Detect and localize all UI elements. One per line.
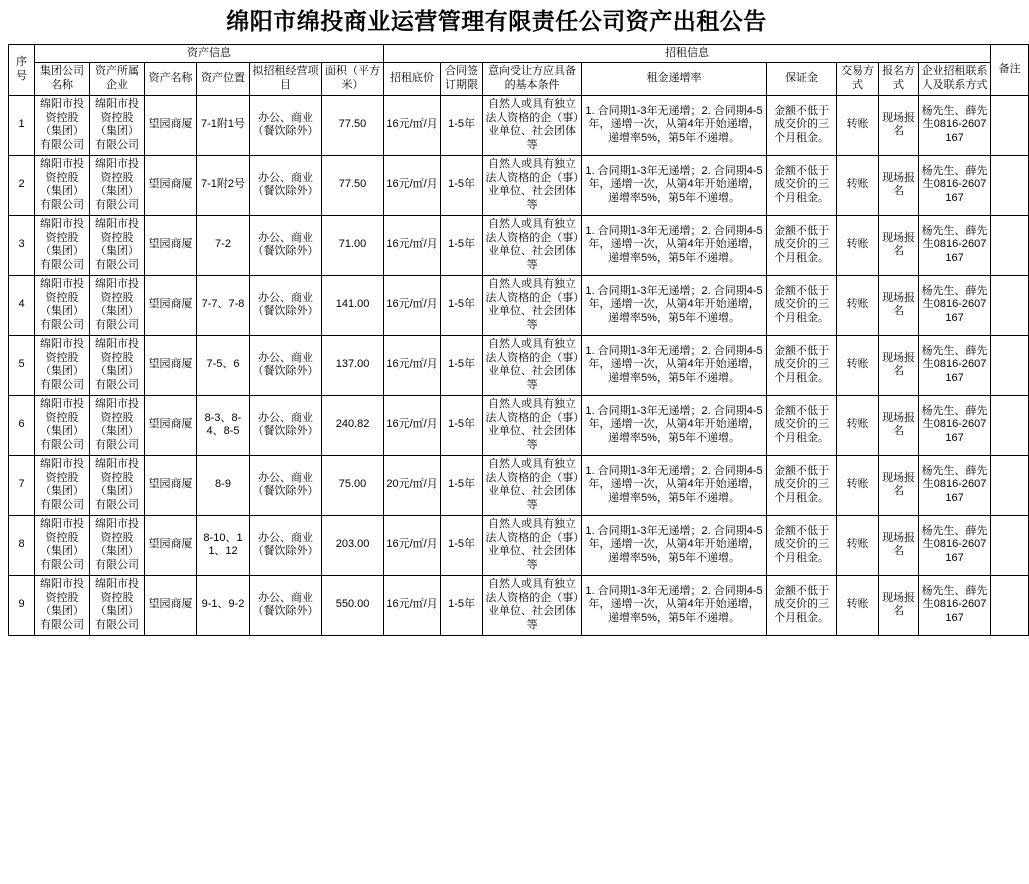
cell-remark <box>991 515 1029 575</box>
cell-deposit: 金额不低于成交价的三个月租金。 <box>767 275 837 335</box>
asset-lease-table <box>8 44 1029 636</box>
cell-asset-location: 8-10、11、12 <box>197 515 250 575</box>
column-price: 招租底价 <box>384 63 441 96</box>
cell-group-company: 绵阳市投资控股（集团）有限公司 <box>35 155 90 215</box>
column-trade-method: 交易方式 <box>837 63 879 96</box>
cell-contact: 杨先生、薛先生0816-2607167 <box>919 215 991 275</box>
cell-price: 16元/㎡/月 <box>384 155 441 215</box>
cell-trade-method: 转账 <box>837 95 879 155</box>
cell-increase-rate: 1. 合同期1-3年无递增；2. 合同期4-5年，递增一次，从第4年开始递增，递增率5%，第5年不递增。 <box>582 395 767 455</box>
cell-remark <box>991 155 1029 215</box>
cell-business-item: 办公、商业（餐饮除外） <box>250 95 322 155</box>
cell-asset-name: 望园商厦 <box>145 575 197 635</box>
cell-contract-term: 1-5年 <box>441 515 483 575</box>
cell-contract-term: 1-5年 <box>441 575 483 635</box>
cell-owner-company: 绵阳市投资控股（集团）有限公司 <box>90 95 145 155</box>
header-rent-info: 招租信息 <box>384 44 991 63</box>
cell-area: 240.82 <box>322 395 384 455</box>
cell-conditions: 自然人或具有独立法人资格的企（事）业单位、社会团体等 <box>483 515 582 575</box>
cell-price: 16元/㎡/月 <box>384 395 441 455</box>
cell-trade-method: 转账 <box>837 455 879 515</box>
cell-increase-rate: 1. 合同期1-3年无递增；2. 合同期4-5年，递增一次，从第4年开始递增，递增率5%，第5年不递增。 <box>582 275 767 335</box>
cell-increase-rate: 1. 合同期1-3年无递增；2. 合同期4-5年，递增一次，从第4年开始递增，递增率5%，第5年不递增。 <box>582 575 767 635</box>
cell-deposit: 金额不低于成交价的三个月租金。 <box>767 155 837 215</box>
cell-trade-method: 转账 <box>837 395 879 455</box>
cell-price: 16元/㎡/月 <box>384 575 441 635</box>
cell-price: 20元/㎡/月 <box>384 455 441 515</box>
cell-area: 203.00 <box>322 515 384 575</box>
table-column-header-row <box>9 63 1029 96</box>
table-group-header-row <box>9 44 1029 63</box>
cell-trade-method: 转账 <box>837 155 879 215</box>
cell-business-item: 办公、商业（餐饮除外） <box>250 455 322 515</box>
cell-asset-location: 7-2 <box>197 215 250 275</box>
cell-group-company: 绵阳市投资控股（集团）有限公司 <box>35 455 90 515</box>
cell-trade-method: 转账 <box>837 575 879 635</box>
cell-deposit: 金额不低于成交价的三个月租金。 <box>767 575 837 635</box>
cell-signup-method: 现场报名 <box>879 95 919 155</box>
column-contact: 企业招租联系人及联系方式 <box>919 63 991 96</box>
cell-contract-term: 1-5年 <box>441 215 483 275</box>
column-increase-rate: 租金递增率 <box>582 63 767 96</box>
cell-contract-term: 1-5年 <box>441 275 483 335</box>
cell-deposit: 金额不低于成交价的三个月租金。 <box>767 215 837 275</box>
cell-asset-location: 8-9 <box>197 455 250 515</box>
cell-signup-method: 现场报名 <box>879 455 919 515</box>
cell-seq: 3 <box>9 215 35 275</box>
table-row <box>9 155 1029 215</box>
cell-asset-location: 7-1附1号 <box>197 95 250 155</box>
cell-price: 16元/㎡/月 <box>384 95 441 155</box>
cell-group-company: 绵阳市投资控股（集团）有限公司 <box>35 215 90 275</box>
cell-signup-method: 现场报名 <box>879 215 919 275</box>
cell-business-item: 办公、商业（餐饮除外） <box>250 335 322 395</box>
cell-asset-name: 望园商厦 <box>145 95 197 155</box>
cell-group-company: 绵阳市投资控股（集团）有限公司 <box>35 515 90 575</box>
cell-seq: 4 <box>9 275 35 335</box>
column-area: 面积（平方米） <box>322 63 384 96</box>
column-owner-company: 资产所属企业 <box>90 63 145 96</box>
cell-increase-rate: 1. 合同期1-3年无递增；2. 合同期4-5年，递增一次，从第4年开始递增，递增率5%，第5年不递增。 <box>582 155 767 215</box>
cell-trade-method: 转账 <box>837 335 879 395</box>
cell-contact: 杨先生、薛先生0816-2607167 <box>919 455 991 515</box>
page-title: 绵阳市绵投商业运营管理有限责任公司资产出租公告 <box>226 9 767 34</box>
column-conditions: 意向受让方应具备的基本条件 <box>483 63 582 96</box>
cell-seq: 9 <box>9 575 35 635</box>
cell-remark <box>991 575 1029 635</box>
table-row <box>9 335 1029 395</box>
cell-price: 16元/㎡/月 <box>384 515 441 575</box>
cell-trade-method: 转账 <box>837 215 879 275</box>
cell-increase-rate: 1. 合同期1-3年无递增；2. 合同期4-5年，递增一次，从第4年开始递增，递增率5%，第5年不递增。 <box>582 335 767 395</box>
cell-deposit: 金额不低于成交价的三个月租金。 <box>767 95 837 155</box>
header-remark: 备注 <box>991 44 1029 95</box>
cell-signup-method: 现场报名 <box>879 575 919 635</box>
cell-seq: 8 <box>9 515 35 575</box>
cell-group-company: 绵阳市投资控股（集团）有限公司 <box>35 575 90 635</box>
cell-area: 75.00 <box>322 455 384 515</box>
cell-asset-location: 7-7、7-8 <box>197 275 250 335</box>
cell-remark <box>991 335 1029 395</box>
cell-seq: 1 <box>9 95 35 155</box>
table-row <box>9 395 1029 455</box>
cell-signup-method: 现场报名 <box>879 275 919 335</box>
cell-increase-rate: 1. 合同期1-3年无递增；2. 合同期4-5年，递增一次，从第4年开始递增，递增率5%，第5年不递增。 <box>582 95 767 155</box>
column-business-item: 拟招租经营项目 <box>250 63 322 96</box>
cell-contract-term: 1-5年 <box>441 455 483 515</box>
cell-trade-method: 转账 <box>837 275 879 335</box>
column-signup-method: 报名方式 <box>879 63 919 96</box>
cell-seq: 5 <box>9 335 35 395</box>
cell-business-item: 办公、商业（餐饮除外） <box>250 275 322 335</box>
column-contract-term: 合同签订期限 <box>441 63 483 96</box>
cell-seq: 6 <box>9 395 35 455</box>
cell-price: 16元/㎡/月 <box>384 215 441 275</box>
cell-conditions: 自然人或具有独立法人资格的企（事）业单位、社会团体等 <box>483 275 582 335</box>
cell-owner-company: 绵阳市投资控股（集团）有限公司 <box>90 215 145 275</box>
cell-asset-name: 望园商厦 <box>145 395 197 455</box>
cell-conditions: 自然人或具有独立法人资格的企（事）业单位、社会团体等 <box>483 155 582 215</box>
column-asset-location: 资产位置 <box>197 63 250 96</box>
cell-business-item: 办公、商业（餐饮除外） <box>250 515 322 575</box>
table-row <box>9 455 1029 515</box>
cell-contract-term: 1-5年 <box>441 395 483 455</box>
cell-deposit: 金额不低于成交价的三个月租金。 <box>767 395 837 455</box>
cell-price: 16元/㎡/月 <box>384 335 441 395</box>
cell-owner-company: 绵阳市投资控股（集团）有限公司 <box>90 515 145 575</box>
column-group-company: 集团公司名称 <box>35 63 90 96</box>
table-row <box>9 275 1029 335</box>
cell-group-company: 绵阳市投资控股（集团）有限公司 <box>35 95 90 155</box>
cell-conditions: 自然人或具有独立法人资格的企（事）业单位、社会团体等 <box>483 455 582 515</box>
cell-contact: 杨先生、薛先生0816-2607167 <box>919 155 991 215</box>
cell-remark <box>991 215 1029 275</box>
cell-area: 550.00 <box>322 575 384 635</box>
cell-contract-term: 1-5年 <box>441 95 483 155</box>
cell-contact: 杨先生、薛先生0816-2607167 <box>919 515 991 575</box>
cell-asset-name: 望园商厦 <box>145 215 197 275</box>
cell-owner-company: 绵阳市投资控股（集团）有限公司 <box>90 155 145 215</box>
cell-contact: 杨先生、薛先生0816-2607167 <box>919 395 991 455</box>
table-row <box>9 515 1029 575</box>
cell-increase-rate: 1. 合同期1-3年无递增；2. 合同期4-5年，递增一次，从第4年开始递增，递增率5%，第5年不递增。 <box>582 215 767 275</box>
table-body <box>9 95 1029 635</box>
cell-seq: 7 <box>9 455 35 515</box>
cell-asset-location: 7-1附2号 <box>197 155 250 215</box>
cell-owner-company: 绵阳市投资控股（集团）有限公司 <box>90 275 145 335</box>
cell-trade-method: 转账 <box>837 515 879 575</box>
header-seq: 序号 <box>9 44 35 95</box>
cell-signup-method: 现场报名 <box>879 155 919 215</box>
cell-signup-method: 现场报名 <box>879 335 919 395</box>
cell-signup-method: 现场报名 <box>879 395 919 455</box>
cell-area: 141.00 <box>322 275 384 335</box>
cell-increase-rate: 1. 合同期1-3年无递增；2. 合同期4-5年，递增一次，从第4年开始递增，递增率5%，第5年不递增。 <box>582 515 767 575</box>
cell-remark <box>991 455 1029 515</box>
cell-owner-company: 绵阳市投资控股（集团）有限公司 <box>90 395 145 455</box>
cell-group-company: 绵阳市投资控股（集团）有限公司 <box>35 335 90 395</box>
cell-area: 71.00 <box>322 215 384 275</box>
column-deposit: 保证金 <box>767 63 837 96</box>
cell-signup-method: 现场报名 <box>879 515 919 575</box>
cell-remark <box>991 275 1029 335</box>
cell-area: 137.00 <box>322 335 384 395</box>
cell-asset-name: 望园商厦 <box>145 155 197 215</box>
column-asset-name: 资产名称 <box>145 63 197 96</box>
cell-conditions: 自然人或具有独立法人资格的企（事）业单位、社会团体等 <box>483 335 582 395</box>
cell-contact: 杨先生、薛先生0816-2607167 <box>919 95 991 155</box>
cell-asset-location: 8-3、8-4、8-5 <box>197 395 250 455</box>
cell-asset-location: 7-5、6 <box>197 335 250 395</box>
cell-owner-company: 绵阳市投资控股（集团）有限公司 <box>90 575 145 635</box>
table-row <box>9 95 1029 155</box>
cell-area: 77.50 <box>322 155 384 215</box>
cell-contract-term: 1-5年 <box>441 335 483 395</box>
cell-remark <box>991 395 1029 455</box>
cell-deposit: 金额不低于成交价的三个月租金。 <box>767 455 837 515</box>
cell-deposit: 金额不低于成交价的三个月租金。 <box>767 335 837 395</box>
cell-remark <box>991 95 1029 155</box>
cell-asset-name: 望园商厦 <box>145 275 197 335</box>
cell-conditions: 自然人或具有独立法人资格的企（事）业单位、社会团体等 <box>483 575 582 635</box>
cell-price: 16元/㎡/月 <box>384 275 441 335</box>
cell-owner-company: 绵阳市投资控股（集团）有限公司 <box>90 335 145 395</box>
cell-area: 77.50 <box>322 95 384 155</box>
cell-seq: 2 <box>9 155 35 215</box>
cell-asset-name: 望园商厦 <box>145 455 197 515</box>
table-row <box>9 215 1029 275</box>
cell-business-item: 办公、商业（餐饮除外） <box>250 575 322 635</box>
cell-conditions: 自然人或具有独立法人资格的企（事）业单位、社会团体等 <box>483 95 582 155</box>
cell-business-item: 办公、商业（餐饮除外） <box>250 155 322 215</box>
cell-asset-location: 9-1、9-2 <box>197 575 250 635</box>
table-row <box>9 575 1029 635</box>
cell-conditions: 自然人或具有独立法人资格的企（事）业单位、社会团体等 <box>483 395 582 455</box>
cell-asset-name: 望园商厦 <box>145 335 197 395</box>
cell-owner-company: 绵阳市投资控股（集团）有限公司 <box>90 455 145 515</box>
cell-group-company: 绵阳市投资控股（集团）有限公司 <box>35 395 90 455</box>
cell-increase-rate: 1. 合同期1-3年无递增；2. 合同期4-5年，递增一次，从第4年开始递增，递增率5%，第5年不递增。 <box>582 455 767 515</box>
cell-group-company: 绵阳市投资控股（集团）有限公司 <box>35 275 90 335</box>
cell-conditions: 自然人或具有独立法人资格的企（事）业单位、社会团体等 <box>483 215 582 275</box>
cell-contact: 杨先生、薛先生0816-2607167 <box>919 275 991 335</box>
cell-contact: 杨先生、薛先生0816-2607167 <box>919 335 991 395</box>
cell-contact: 杨先生、薛先生0816-2607167 <box>919 575 991 635</box>
cell-business-item: 办公、商业（餐饮除外） <box>250 395 322 455</box>
cell-deposit: 金额不低于成交价的三个月租金。 <box>767 515 837 575</box>
cell-business-item: 办公、商业（餐饮除外） <box>250 215 322 275</box>
cell-contract-term: 1-5年 <box>441 155 483 215</box>
header-asset-info: 资产信息 <box>35 44 384 63</box>
cell-asset-name: 望园商厦 <box>145 515 197 575</box>
